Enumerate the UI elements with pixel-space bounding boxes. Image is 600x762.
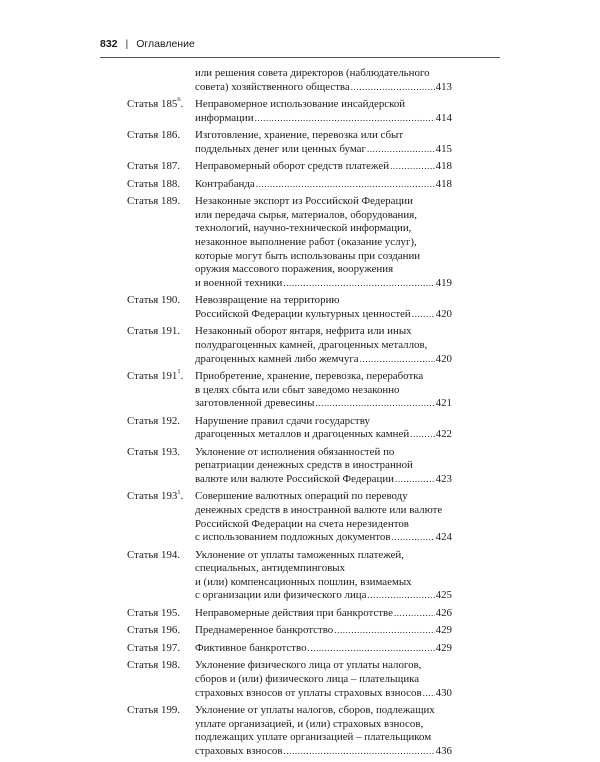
article-number: [127, 624, 195, 638]
dot-leader: [390, 160, 435, 174]
article-number: [127, 642, 195, 656]
article-label: Статья 198.: [127, 659, 181, 672]
dot-leader: [334, 624, 434, 638]
toc-entry[interactable]: [127, 659, 452, 700]
toc-entry[interactable]: [127, 446, 452, 487]
dot-leader: [284, 745, 435, 759]
entry-title-line: заготовленной древесины: [195, 397, 315, 410]
article-label: Статья 187.: [127, 160, 181, 173]
entry-title-line: Незаконный оборот янтаря, нефрита или иных: [195, 325, 412, 338]
entry-title-line: информации: [195, 111, 254, 124]
entry-title: [195, 607, 452, 621]
article-number: [127, 607, 195, 621]
article-label: Статья 199.: [127, 704, 181, 717]
entry-last-line: [195, 589, 452, 603]
dot-leader: [351, 81, 435, 95]
page-header: [100, 38, 500, 50]
toc-entry[interactable]: [127, 129, 452, 156]
entry-title-line: или передача сырья, материалов, оборудования,: [195, 208, 417, 221]
entry-last-line: [195, 687, 452, 701]
entry-title: [195, 98, 452, 125]
entry-title-line: оружия массового поражения, вооружения: [195, 263, 394, 276]
entry-last-line: [195, 277, 452, 291]
article-label: Статья 196.: [127, 624, 181, 637]
entry-title-line: Преднамеренное банкротство: [195, 624, 334, 637]
entry-title-line: специальных, антидемпинговых: [195, 562, 346, 575]
article-superscript: 1: [177, 368, 181, 376]
dot-leader: [410, 428, 435, 442]
entry-title-line: Российской Федерации культурных ценностей: [195, 307, 411, 320]
entry-title-line: Неправомерное использование инсайдерской: [195, 98, 406, 111]
toc-entry[interactable]: [127, 370, 452, 411]
entry-title: [195, 490, 452, 544]
article-number: [127, 294, 195, 321]
toc-entry[interactable]: [127, 490, 452, 544]
entry-title: [195, 549, 452, 603]
article-number: [127, 446, 195, 487]
dot-leader: [423, 687, 435, 701]
article-number: [127, 549, 195, 603]
entry-title-line: Контрабанда: [195, 177, 255, 190]
entry-title: [195, 704, 452, 758]
entry-title-line: и (или) компенсационных пошлин, взимаемых: [195, 575, 412, 588]
page-ref: 422: [435, 428, 452, 441]
entry-title-line: страховых взносов: [195, 744, 283, 757]
entry-title-line: подлежащих уплате организацией – плательщиком: [195, 731, 432, 744]
entry-last-line: [195, 112, 452, 126]
page-ref: 425: [435, 589, 452, 602]
article-number: Статья $193^1$.: [127, 488, 184, 503]
entry-last-line: [195, 81, 452, 95]
entry-title-line: валюте или валюте Российской Федерации: [195, 472, 394, 485]
dot-leader: [360, 353, 435, 367]
dot-leader: [315, 397, 434, 411]
toc-entry[interactable]: [127, 624, 452, 638]
page-ref: 420: [435, 307, 452, 320]
toc-entry[interactable]: [127, 325, 452, 366]
page-ref: 418: [435, 177, 452, 190]
entry-title-line: Уклонение от уплаты налогов, сборов, подлежащих: [195, 704, 435, 717]
entry-title: [195, 624, 452, 638]
entry-last-line: [195, 178, 452, 192]
header-rule: [100, 57, 500, 58]
page-ref: 414: [435, 111, 452, 124]
entry-title: [195, 294, 452, 321]
entry-last-line: [195, 642, 452, 656]
dot-leader: [255, 112, 435, 126]
entry-title: [195, 415, 452, 442]
entry-last-line: [195, 428, 452, 442]
entry-title-line: с организации или физического лица: [195, 589, 367, 602]
entry-title: [195, 325, 452, 366]
entry-title: [195, 446, 452, 487]
dot-leader: [367, 589, 434, 603]
entry-title-line: и военной техники: [195, 276, 283, 289]
entry-title-line: денежных средств в иностранной валюте или валюте: [195, 504, 443, 517]
entry-title-line: уплате организацией, и (или) страховых взносов,: [195, 717, 424, 730]
entry-title-line: Незаконные экспорт из Российской Федерации: [195, 195, 413, 208]
entry-title-line: Уклонение от уплаты таможенных платежей,: [195, 548, 404, 561]
dot-leader: [283, 277, 434, 291]
entry-last-line: [195, 397, 452, 411]
header-title: Оглавление: [136, 38, 195, 50]
entry-title-line: технологий, научно-технической информации,: [195, 222, 412, 235]
article-label: Статья 197.: [127, 641, 181, 654]
toc-entry[interactable]: [127, 67, 452, 94]
entry-title-line: Неправомерный оборот средств платежей: [195, 160, 390, 173]
entry-title: [195, 642, 452, 656]
article-number: [127, 160, 195, 174]
entry-title-line: драгоценных камней либо жемчуга: [195, 352, 359, 365]
toc-entry[interactable]: [127, 549, 452, 603]
article-number: [127, 178, 195, 192]
toc-entry[interactable]: [127, 607, 452, 621]
entry-last-line: [195, 624, 452, 638]
page-ref: 423: [435, 472, 452, 485]
dot-leader: [308, 642, 435, 656]
page-ref: 436: [435, 744, 452, 757]
article-label: Статья 192.: [127, 414, 181, 427]
article-superscript: 1: [177, 488, 181, 496]
entry-title: [195, 160, 452, 174]
entry-last-line: [195, 308, 452, 322]
entry-title-line: драгоценных металлов и драгоценных камней: [195, 428, 410, 441]
toc-entry[interactable]: [127, 178, 452, 192]
entry-title: [195, 659, 452, 700]
article-number: [127, 325, 195, 366]
page-ref: 429: [435, 624, 452, 637]
dot-leader: [394, 607, 435, 621]
entry-last-line: [195, 160, 452, 174]
page-ref: 420: [435, 352, 452, 365]
entry-title: [195, 129, 452, 156]
entry-title-line: незаконное выполнение работ (оказание услуг),: [195, 235, 417, 248]
page-ref: 415: [435, 142, 452, 155]
entry-title: [195, 370, 452, 411]
entry-last-line: [195, 143, 452, 157]
page-ref: 418: [435, 160, 452, 173]
toc-entry[interactable]: [127, 160, 452, 174]
entry-title-line: Приобретение, хранение, перевозка, переработка: [195, 370, 424, 382]
entry-title-line: совета) хозяйственного общества: [195, 80, 350, 93]
entry-title-line: с использованием подложных документов: [195, 531, 391, 544]
page-ref: 419: [435, 276, 452, 289]
article-number: [127, 129, 195, 156]
entry-last-line: [195, 607, 452, 621]
article-label: Статья 188.: [127, 177, 181, 190]
article-label: Статья 190.: [127, 294, 181, 307]
dot-leader: [256, 178, 435, 192]
article-number: [127, 195, 195, 290]
toc-entry[interactable]: [127, 704, 452, 758]
entry-title-line: страховых взносов от уплаты страховых взносов: [195, 686, 422, 699]
entry-title-line: в целях сбыта или сбыт заведомо незаконно: [195, 383, 400, 396]
article-number: [127, 67, 195, 94]
article-label: Статья 186.: [127, 129, 181, 142]
entry-title-line: Нарушение правил сдачи государству: [195, 414, 370, 427]
article-number: [127, 415, 195, 442]
table-of-contents: [127, 67, 452, 762]
page-ref: 430: [435, 686, 452, 699]
entry-title-line: которые могут быть использованы при создании: [195, 249, 421, 262]
page-ref: 424: [435, 531, 452, 544]
dot-leader: [412, 308, 435, 322]
toc-entry[interactable]: [127, 415, 452, 442]
entry-last-line: [195, 353, 452, 367]
toc-entry[interactable]: [127, 195, 452, 290]
article-label: Статья 194.: [127, 548, 181, 561]
entry-title-line: Уклонение физического лица от уплаты налогов,: [195, 659, 422, 672]
entry-title-line: полудрагоценных камней, драгоценных металлов,: [195, 338, 428, 351]
dot-leader: [367, 143, 435, 157]
article-number: [127, 704, 195, 758]
article-superscript: 6: [177, 96, 181, 104]
toc-entry[interactable]: [127, 642, 452, 656]
article-label: Статья 185: [127, 98, 178, 111]
article-label: Статья 191.: [127, 325, 181, 338]
entry-last-line: [195, 745, 452, 759]
page-ref: 413: [435, 80, 452, 93]
article-label: Статья 191: [127, 370, 178, 382]
page-number: 832: [100, 38, 118, 50]
entry-title: [195, 195, 452, 290]
page-ref: 421: [435, 397, 452, 410]
page-ref: 429: [435, 641, 452, 654]
toc-entry[interactable]: [127, 98, 452, 125]
header-separator: |: [125, 38, 129, 50]
entry-title-line: репатриации денежных средств в иностранной: [195, 459, 413, 472]
entry-title-line: Неправомерные действия при банкротстве: [195, 606, 393, 619]
article-number: [127, 659, 195, 700]
entry-title-line: Невозвращение на территорию: [195, 294, 340, 307]
entry-title-line: сборов и (или) физического лица – плательщика: [195, 673, 420, 685]
dot-leader: [392, 531, 435, 545]
entry-title-line: Совершение валютных операций по переводу: [195, 490, 408, 503]
entry-title-line: Изготовление, хранение, перевозка или сбыт: [195, 129, 404, 142]
article-label: Статья 193: [127, 490, 178, 503]
article-label: Статья 193.: [127, 445, 181, 458]
entry-title-line: Уклонение от исполнения обязанностей по: [195, 445, 395, 458]
article-label: Статья 195.: [127, 606, 181, 619]
article-label: Статья 189.: [127, 195, 181, 208]
entry-title: [195, 67, 452, 94]
dot-leader: [395, 473, 435, 487]
article-number: Статья $185^6$.: [127, 96, 184, 111]
entry-last-line: [195, 473, 452, 487]
entry-title: [195, 178, 452, 192]
entry-title-line: или решения совета директоров (наблюдательного: [195, 67, 430, 79]
entry-title-line: Российской Федерации на счета нерезидентов: [195, 517, 409, 530]
entry-title-line: Фиктивное банкротство: [195, 641, 307, 654]
article-number: Статья $191^1$.: [127, 368, 184, 382]
page-ref: 426: [435, 606, 452, 619]
entry-last-line: [195, 531, 452, 545]
toc-entry[interactable]: [127, 294, 452, 321]
entry-title-line: поддельных денег или ценных бумаг: [195, 142, 366, 155]
